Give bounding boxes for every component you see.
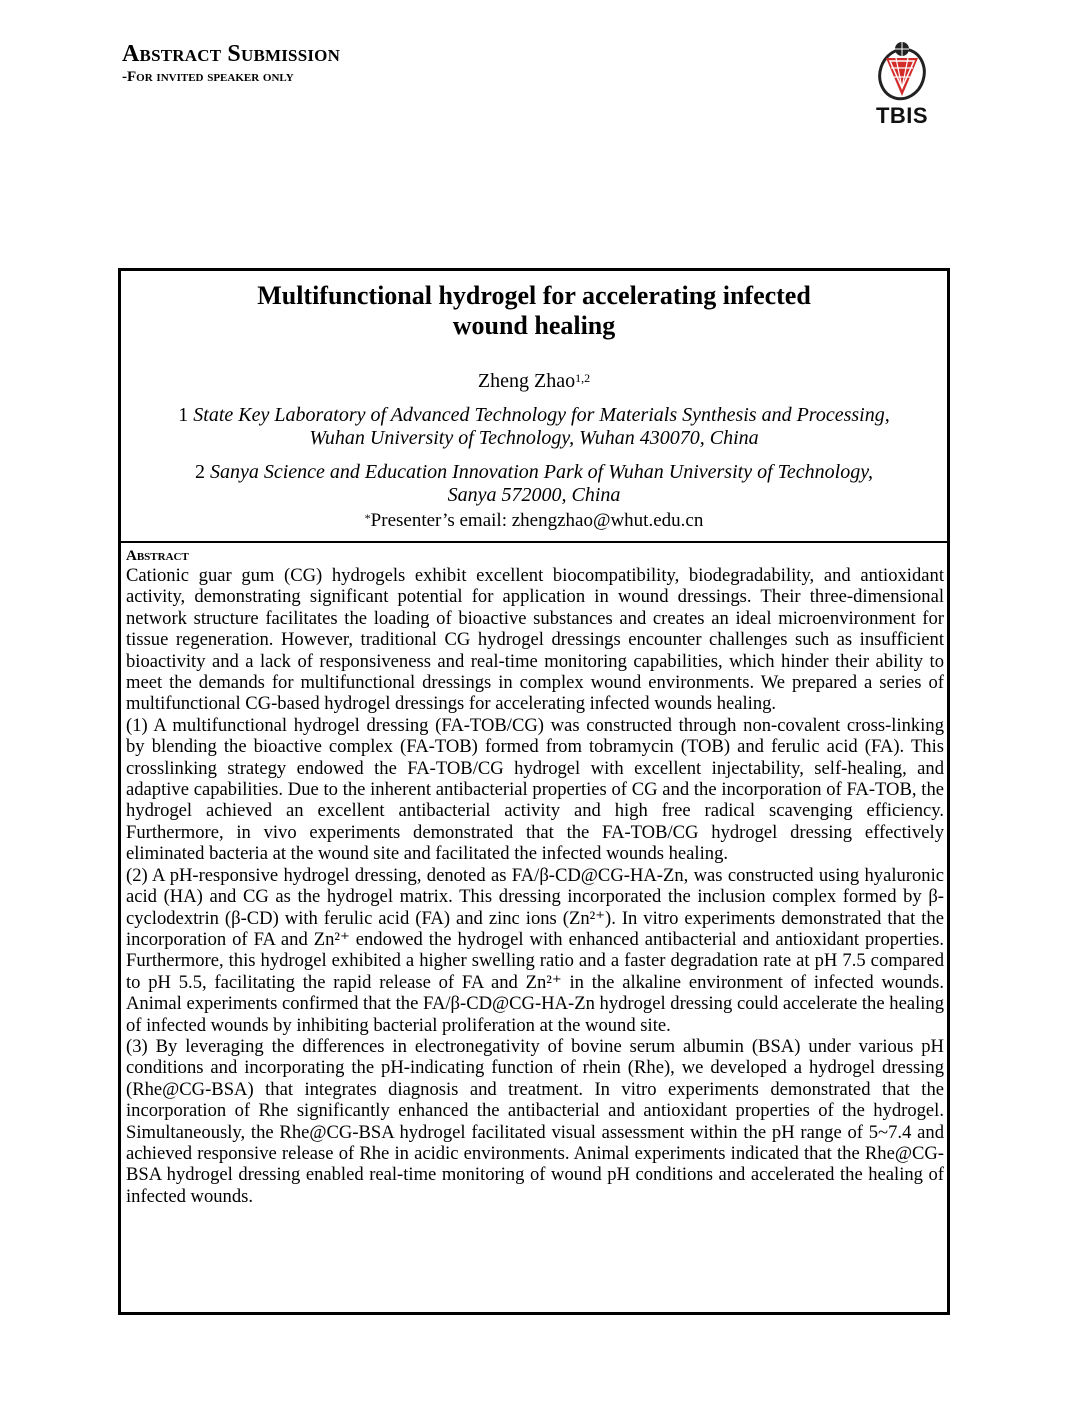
abstract-section [126, 547, 944, 1207]
tbis-emblem-icon [864, 38, 940, 104]
affiliation-2-number: 2 [194, 461, 205, 483]
tbis-logo [864, 38, 940, 130]
page-header [122, 40, 340, 86]
email-asterisk: * [364, 511, 371, 525]
abstract-paragraph-2: (2) A pH-responsive hydrogel dressing, denoted as FA/β-CD@CG-HA-Zn, was constructed using hyaluronic acid (HA) and CG as the hydrogel matrix. This dressing incorporated the inclusion complex formed by β-cyclodextrin (β-CD) with ferulic acid (FA) and zinc ions (Zn²⁺). In vitro experiments demonstrated that the incorporation of FA and Zn²⁺ endowed the hydrogel with enhanced antibacterial and antioxidant properties. Furthermore, this hydrogel exhibited a higher swelling ratio and a faster degradation rate at pH 7.5 compared to pH 5.5, facilitating the rapid release of FA and Zn²⁺ in the alkaline environment of infected wounds. Animal experiments confirmed that the FA/β-CD@CG-HA-Zn hydrogel dressing could accelerate the healing of infected wounds by inhibiting bacterial proliferation at the wound site. [126, 864, 944, 1036]
author-superscript: 1,2 [575, 371, 591, 385]
abstract-body [126, 565, 944, 1207]
affiliation-1-line2: Wuhan University of Technology, Wuhan 430070, China [309, 427, 759, 449]
header-subtitle: -For invited speaker only [122, 69, 294, 85]
affiliation-2-line1: Sanya Science and Education Innovation Park of Wuhan University of Technology, [209, 461, 874, 483]
affiliation-2-line2: Sanya 572000, China [447, 484, 621, 506]
logo-text: TBIS [875, 103, 929, 128]
abstract-paragraph-1: (1) A multifunctional hydrogel dressing (FA-TOB/CG) was constructed through non-covalent cross-linking by blending the bioactive complex (FA-TOB) formed from tobramycin (TOB) and ferulic acid (FA). This crosslinking strategy endowed the FA-TOB/CG hydrogel with excellent injectability, self-healing, and adaptive capabilities. Due to the inherent antibacterial properties of CG and the incorporation of FA-TOB, the hydrogel achieved an excellent antibacterial activity and high free radical scavenging efficiency. Furthermore, in vivo experiments demonstrated that the FA-TOB/CG hydrogel dressing effectively eliminated bacteria at the wound site and facilitated the infected wounds healing. [126, 714, 944, 865]
paper-title-line1: Multifunctional hydrogel for accelerating infected [257, 281, 811, 310]
title-block [121, 271, 947, 543]
abstract-frame [118, 268, 950, 1315]
author-name: Zheng Zhao [477, 370, 576, 392]
affiliation-1-line1: State Key Laboratory of Advanced Technology for Materials Synthesis and Processing, [193, 404, 890, 426]
author-line [121, 369, 947, 393]
header-title: Abstract Submission [122, 41, 341, 67]
abstract-paragraph-intro: Cationic guar gum (CG) hydrogels exhibit excellent biocompatibility, biodegradability, and antioxidant activity, demonstrating significant potential for application in wound dressings. Their three-dimensional network structure facilitates the loading of bioactive substances and creates an ideal microenvironment for tissue regeneration. However, traditional CG hydrogel dressings encounter challenges such as insufficient bioactivity and a lack of responsiveness and real-time monitoring capabilities, which hinder their ability to meet the demands for multifunctional dressings in complex wound environments. We prepared a series of multifunctional CG-based hydrogel dressings for accelerating infected wounds healing. [126, 565, 944, 715]
email-text: Presenter’s email: zhengzhao@whut.edu.cn [370, 510, 704, 531]
paper-title [121, 281, 947, 341]
affiliation-1-number: 1 [178, 404, 189, 426]
affiliation-2 [121, 461, 947, 507]
abstract-heading: Abstract [126, 548, 189, 564]
affiliation-1 [121, 404, 947, 450]
paper-title-line2: wound healing [452, 311, 616, 340]
abstract-paragraph-3: (3) By leveraging the differences in electronegativity of bovine serum albumin (BSA) under various pH conditions and incorporating the pH-indicating function of rhein (Rhe), we developed a hydrogel dressing (Rhe@CG-BSA) that integrates diagnosis and treatment. In vitro experiments demonstrated that the incorporation of Rhe significantly enhanced the antibacterial and antioxidant properties of the hydrogel. Simultaneously, the Rhe@CG-BSA hydrogel facilitated visual assessment within the pH range of 5~7.4 and achieved responsive release of Rhe in acidic environments. Animal experiments indicated that the Rhe@CG-BSA hydrogel dressing enabled real-time monitoring of wound pH conditions and accelerated the healing of infected wounds. [126, 1035, 944, 1207]
presenter-email [121, 510, 947, 532]
